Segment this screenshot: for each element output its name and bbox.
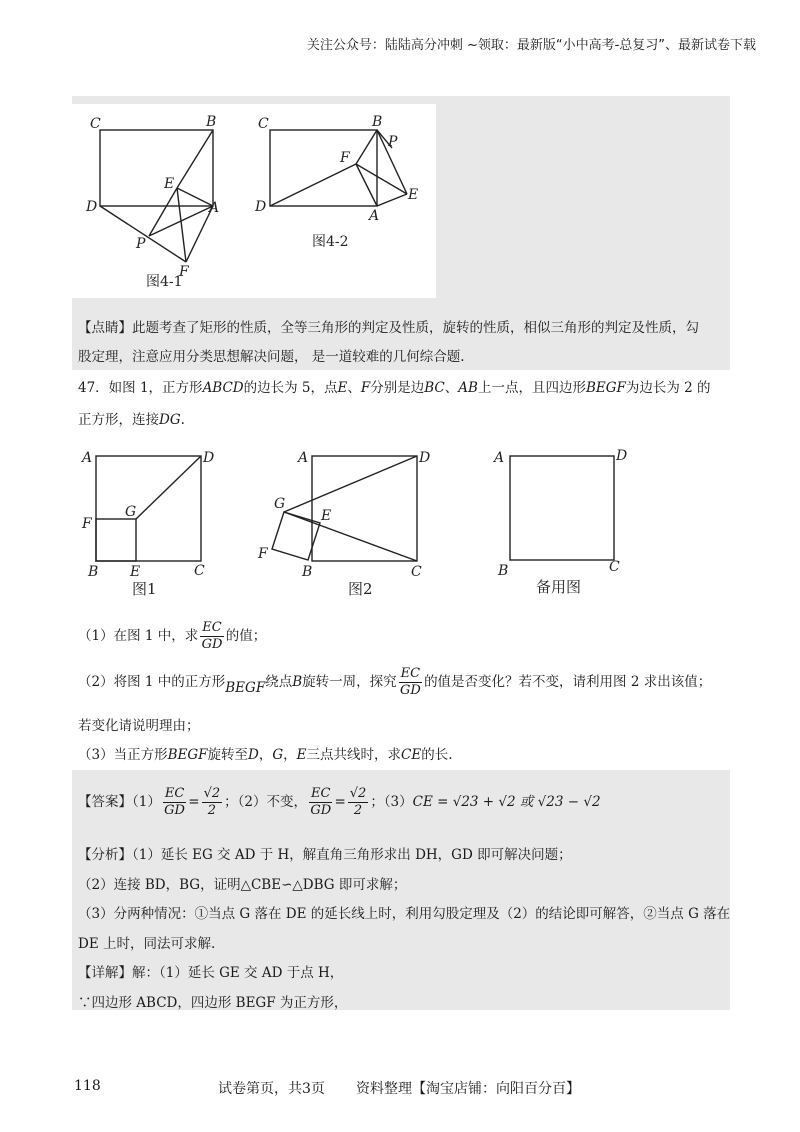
fig3-label-c: C (609, 559, 620, 575)
answer-line: 【答案】（1） $\frac{EC}{GD}$ = $\frac{√2}{2}$ ；（2）不变， $\frac{EC}{GD}$ = $\frac{√2}{2}$ ；（3）CE = √23 + √2 或 √23 − √2 (78, 786, 601, 818)
fig41-label-e: E (164, 176, 175, 192)
fig2-label-g: G (274, 496, 286, 512)
fig42-label-a: A (369, 208, 380, 224)
fig1-label-b: B (88, 564, 99, 580)
fig1-label-a: A (82, 450, 93, 466)
page-number: 118 (74, 1078, 101, 1094)
fig1-square-begf (96, 519, 136, 561)
fig2-label-f: F (258, 546, 268, 562)
footer-page-info: 试卷第页，共3页 (218, 1081, 325, 1097)
question-3: （3）当正方形BEGF旋转至D，G，E三点共线时，求CE的长. (78, 747, 453, 763)
fig42-label-b: B (372, 114, 383, 130)
fig41-rectangle (100, 130, 213, 206)
question-2: （2）将图 1 中的正方形BEGF绕点B旋转一周，探究 $\frac{EC}{GD}$ 的值是否变化？若不变，请利用图 2 求出该值； (78, 666, 712, 698)
fig42-label-e: E (408, 187, 419, 203)
fig41-label-f: F (179, 264, 189, 280)
fig3-square-abcd (510, 456, 614, 560)
dianjing-line-2: 股定理，注意应用分类思想解决问题， 是一道较难的几何综合题. (78, 349, 465, 365)
figures-4-1-4-2 (72, 104, 436, 298)
fig42-label-c: C (258, 116, 269, 132)
fig2-label-d: D (419, 450, 431, 466)
problem-47-line-2: 正方形，连接DG. (78, 412, 185, 428)
figure-panel-4 (72, 104, 436, 298)
fig41-label-c: C (90, 116, 101, 132)
detail-line-2: ∵四边形 ABCD，四边形 BEGF 为正方形， (78, 995, 348, 1011)
analysis-line-1: 【分析】（1）延长 EG 交 AD 于 H，解直角三角形求出 DH，GD 即可解决问题； (78, 847, 572, 863)
fig41-label-b: B (206, 114, 217, 130)
fig41-caption: 图4-1 (146, 274, 183, 290)
footer-source: 资料整理【淘宝店铺：向阳百分百】 (356, 1081, 580, 1097)
fig41-label-p: P (136, 236, 146, 252)
fig42-caption: 图4-2 (312, 234, 349, 250)
fig1-label-d: D (203, 450, 215, 466)
fig2-label-c: C (411, 564, 422, 580)
fig2-square-begf (272, 512, 320, 560)
analysis-line-3: （3）分两种情况：①当点 G 落在 DE 的延长线上时，利用勾股定理及（2）的结论即可解答，②当点 G 落在 (78, 906, 731, 922)
fig2-label-e: E (321, 508, 332, 524)
fig1-label-c: C (194, 563, 205, 579)
fig1-caption: 图1 (132, 580, 157, 598)
fig2-caption: 图2 (348, 580, 373, 598)
fig42-label-f: F (340, 150, 350, 166)
fig1-label-e: E (130, 564, 141, 580)
problem-47-line-1: 47．如图 1，正方形ABCD的边长为 5，点E、F分别是边BC、AB上一点，且四边形BEGF为边长为 2 的 (78, 380, 711, 396)
analysis-line-2: （2）连接 BD，BG，证明△CBE∽△DBG 即可求解； (78, 877, 407, 893)
fig2-label-b: B (302, 564, 313, 580)
detail-line-1: 【详解】解：（1）延长 GE 交 AD 于点 H， (78, 965, 344, 981)
page-header: 关注公众号：陆陆高分冲刺 ~领取：最新版“小中高考-总复习”、最新试卷下载 (306, 38, 756, 53)
fig42-label-d: D (255, 199, 267, 215)
fraction-ec-gd-2: $\frac{EC}{GD}$ (399, 666, 421, 698)
fig3-label-a: A (494, 450, 505, 466)
fig1-label-g: G (125, 504, 137, 520)
fig3-label-d: D (616, 448, 628, 464)
fig3-caption: 备用图 (536, 578, 582, 596)
fig3-label-b: B (498, 563, 509, 579)
fraction-ec-gd: $\frac{EC}{GD}$ (201, 620, 223, 652)
fig2-label-a: A (298, 450, 309, 466)
figures-47 (72, 442, 712, 602)
fig42-rectangle (270, 130, 377, 206)
dianjing-line-1: 【点睛】此题考查了矩形的性质，全等三角形的判定及性质，旋转的性质，相似三角形的判定及性质，勾 (78, 320, 699, 336)
question-2-cont: 若变化请说明理由； (78, 718, 200, 734)
fig1-label-f: F (82, 516, 92, 532)
fig41-label-d: D (86, 199, 98, 215)
fig42-label-p: P (388, 134, 398, 150)
fig41-label-a: A (209, 200, 220, 216)
question-1: （1）在图 1 中，求 $\frac{EC}{GD}$ 的值； (78, 620, 267, 652)
analysis-line-4: DE 上时，同法可求解. (78, 936, 216, 952)
